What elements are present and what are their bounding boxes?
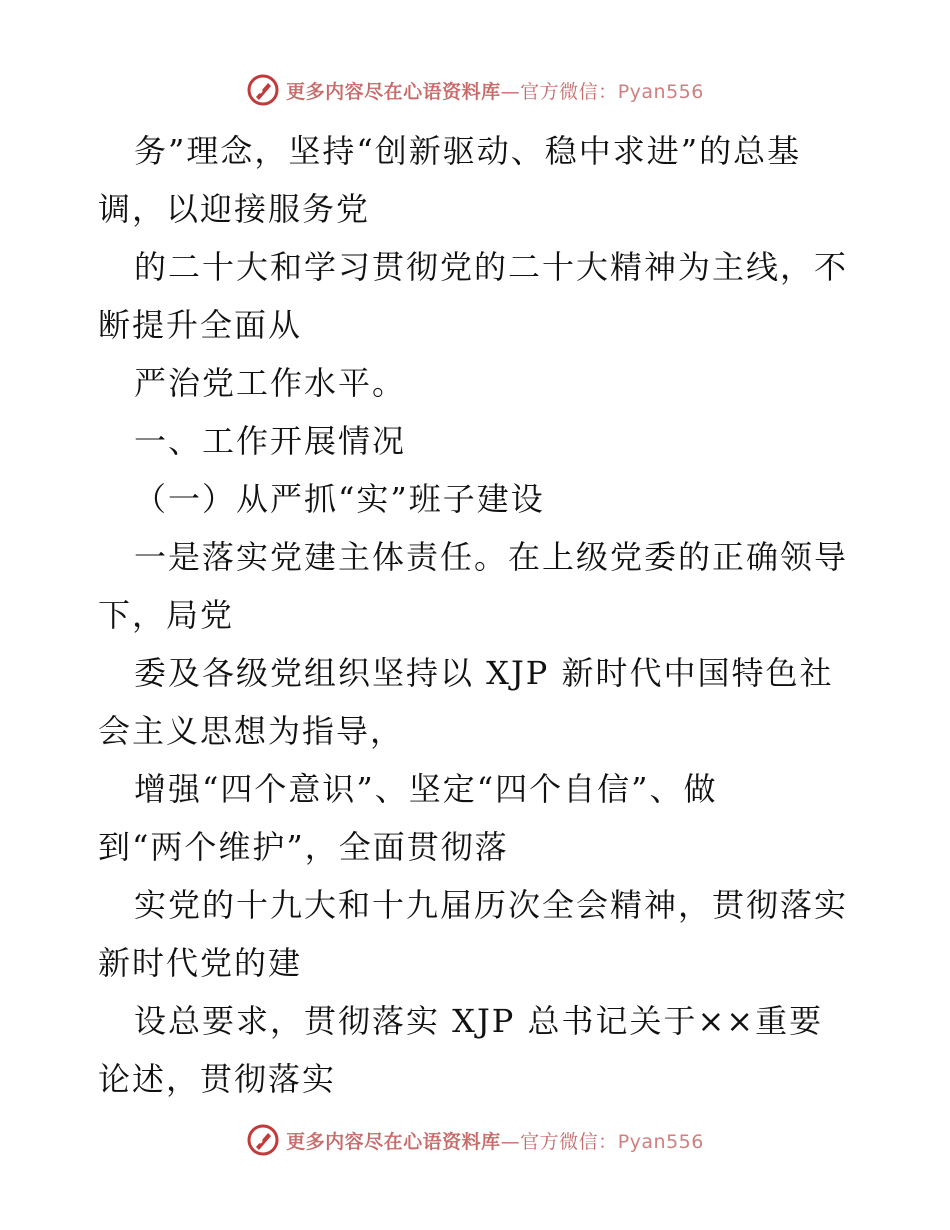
header-watermark-banner bbox=[0, 70, 950, 110]
document-body bbox=[98, 122, 858, 1108]
text-line: 设总要求，贯彻落实 XJP 总书记关于××重要 bbox=[134, 1002, 824, 1040]
text-line: 严治党工作水平。 bbox=[134, 364, 407, 402]
banner-separator: — bbox=[500, 80, 521, 103]
banner-separator: — bbox=[500, 1130, 521, 1153]
banner-site-name: 更多内容尽在心语资料库 bbox=[286, 1130, 501, 1153]
text-line: 务”理念，坚持“创新驱动、稳中求进”的总基 bbox=[134, 132, 802, 170]
text-line: 增强“四个意识”、坚定“四个自信”、做 bbox=[134, 770, 718, 808]
text-line: 论述，贯彻落实 bbox=[98, 1060, 337, 1098]
text-line: 会主义思想为指导， bbox=[98, 712, 405, 750]
banner-wechat-label: 官方微信： bbox=[520, 1130, 618, 1153]
text-line: 新时代党的建 bbox=[98, 944, 303, 982]
text-line: 实党的十九大和十九届历次全会精神，贯彻落实 bbox=[134, 886, 849, 924]
pen-logo-icon bbox=[246, 1123, 280, 1157]
text-line: 一是落实党建主体责任。在上级党委的正确领导 bbox=[134, 538, 849, 576]
footer-watermark-banner bbox=[0, 1120, 950, 1160]
text-line: 调，以迎接服务党 bbox=[98, 190, 371, 228]
banner-wechat-label: 官方微信： bbox=[520, 80, 618, 103]
text-line: 委及各级党组织坚持以 XJP 新时代中国特色社 bbox=[134, 654, 834, 692]
text-line: （一）从严抓“实”班子建设 bbox=[134, 480, 545, 518]
banner-text bbox=[286, 77, 704, 104]
banner-wechat-id: Pyan556 bbox=[617, 80, 704, 103]
text-line: 断提升全面从 bbox=[98, 306, 303, 344]
text-line: 的二十大和学习贯彻党的二十大精神为主线，不 bbox=[134, 248, 849, 286]
banner-wechat-id: Pyan556 bbox=[617, 1130, 704, 1153]
text-line: 一、工作开展情况 bbox=[134, 422, 407, 460]
banner-text bbox=[286, 1127, 704, 1154]
text-line: 下，局党 bbox=[98, 596, 235, 634]
banner-site-name: 更多内容尽在心语资料库 bbox=[286, 80, 501, 103]
text-line: 到“两个维护”，全面贯彻落 bbox=[98, 828, 509, 866]
pen-logo-icon bbox=[246, 73, 280, 107]
